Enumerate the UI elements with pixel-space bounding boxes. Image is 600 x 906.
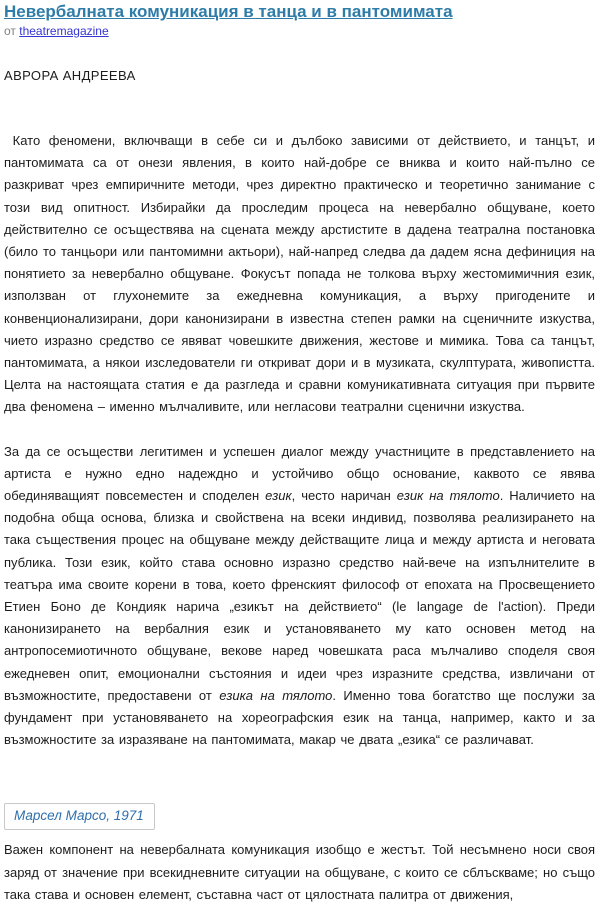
article-paragraph-3: Важен компонент на невербалната комуникация изобщо е жестът. Той несъмнено носи своя заряд от значение при всекидневните ситуации на общуване, с които се сблъскваме; но също така става и основен елемент, съставна част от цялостната палитра от движения, [4, 842, 595, 902]
page-title [4, 1, 595, 23]
article-paragraph-1: Като феномени, включващи в себе си и дълбоко зависими от действието, и танцът, и пантомимата са от онези явления, в които най-добре се вниква и които най-пълно се разкриват чрез емпиричните методи, чрез директно практическо и теоретично занимание с този вид опитност. Избирайки да проследим процеса на невербално общуване, което действително се осъществява на сцената между арстистите в дадена театрална постановка (било то танцьори или пантомимни актьори), най-напред следва да дадем ясна дефиниция на понятието за невербално общуване. Фокусът попада не толкова върху жестомимичния език, използван от глухонемите за ежедневна комуникация, а върху пригодените и конвенционализирани, дори канонизирани в известна степен рамки на сценичните изкуства, чието изразно средство се явяват човешките движения, жестове и мимика. Това са танцът, пантомимата, а някои изследователи ги откриват дори и в музиката, скулптурата, живопистта. Целта на настоящата статия е да разгледа и сравни комуникативната ситуация при първите два феномена – именно мълчаливите, или негласови театрални сценични изкуства. [4, 133, 595, 415]
image-caption-box [4, 803, 155, 830]
author-name: АВРОРА АНДРЕЕВА [4, 68, 136, 83]
article-title-link[interactable]: Невербалната комуникация в танца и в пантомимата [4, 2, 453, 21]
caption-link[interactable]: Марсел Марсо, 1971 [14, 808, 144, 824]
article-paragraph-2: За да се осъществи легитимен и успешен диалог между участниците в представлението на артиста е нужно едно надеждно и устойчиво общо основание, каквото се явява обединяващият повсеместен и споделен език, често наричан език на тялото. Наличието на подобна обща основа, близка и свойствена на всеки индивид, позволява реализирането на така съществения процес на общуване между действащите лица и между артиста и неговата публика. Този език, който става основно изразно средство най-вече на изпълнителите в театъра има своите корени в това, което френският философ от епохата на Просвещението Етиен Боно де Кондияк нарича „езикът на действието“ (le langage de l'action). Преди канонизирането на вербалния език и установяването му като основен метод на антропосемиотичното общуване, векове наред човешката раса мълчаливо споделя своя ежедневен опит, емоционални състояния и идеи чрез изразните средства, извличани от възможностите, предоставени от езика на тялото. Именно това богатство ще послужи за фундамент при установяването на хореографския език на танца, например, както и за възможностите за изразяване на пантомимата, макар че двата „езика“ се различават. [4, 443, 595, 748]
byline [4, 24, 595, 39]
byline-prefix: от [4, 24, 16, 38]
byline-author-link[interactable]: theatremagazine [19, 24, 109, 38]
